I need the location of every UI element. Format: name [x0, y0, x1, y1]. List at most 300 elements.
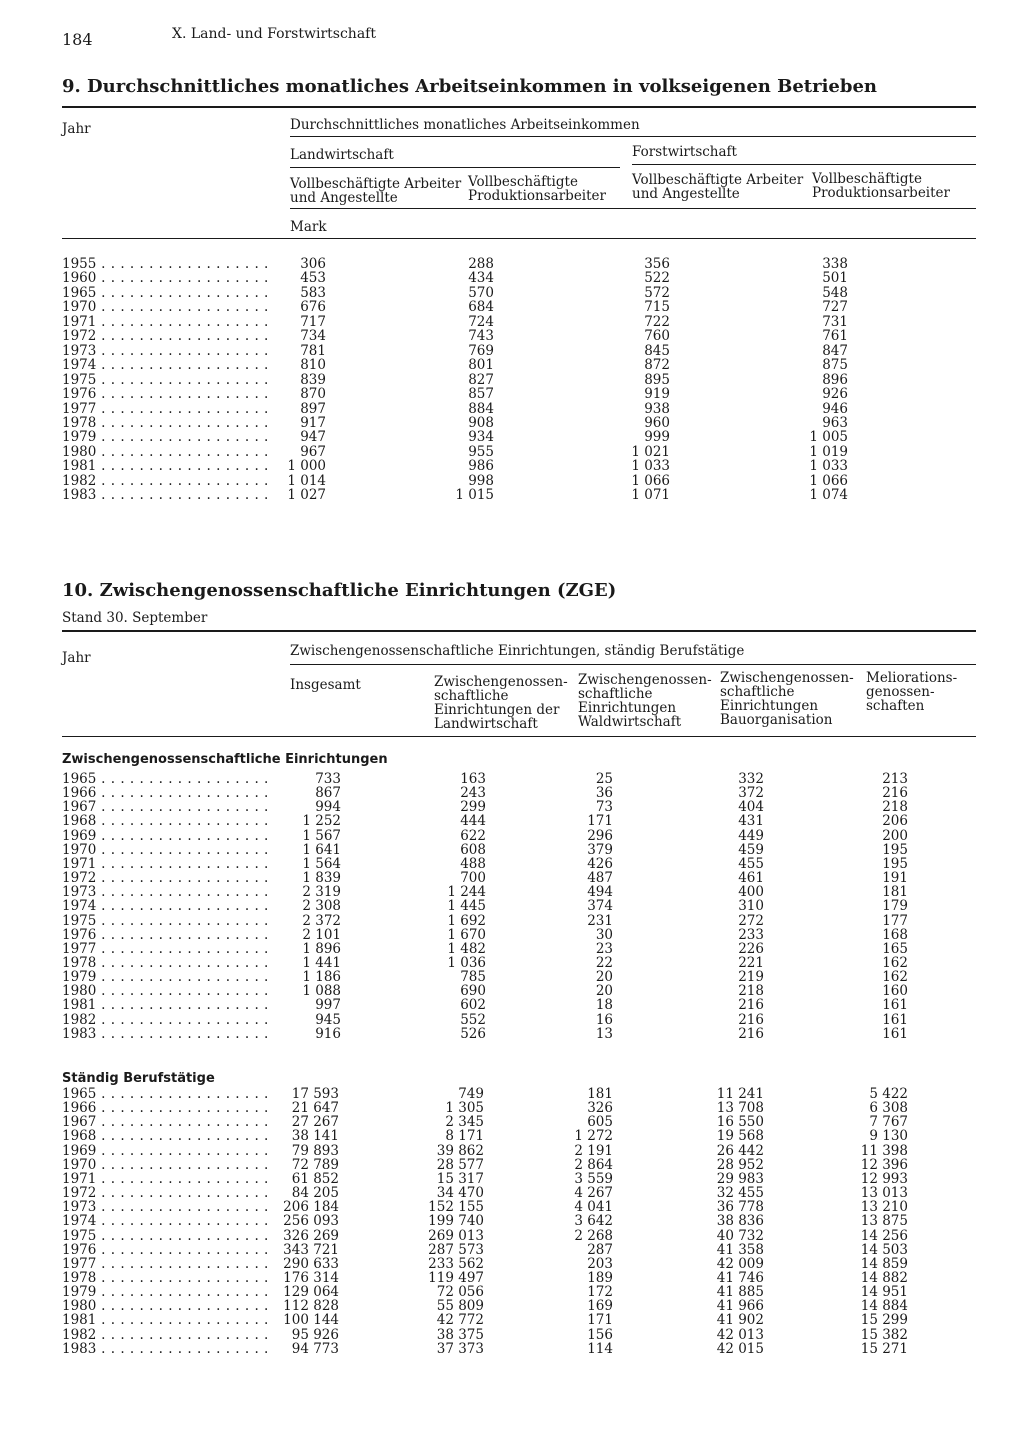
table10-g2-year: 1983 . . . — [62, 1342, 272, 1356]
table9-value-col4: 896 — [822, 371, 848, 388]
table10-g1-row — [0, 942, 1024, 956]
table10-g1-year: 1976 . . . — [62, 928, 272, 942]
table10-g2-value-col4: 41 358 — [716, 1241, 764, 1258]
table10-g1-value-col2: 1 670 — [447, 926, 486, 943]
table10-g1-value-col5: 218 — [882, 799, 908, 816]
table10-g2-year: 1974 . . . — [62, 1214, 272, 1228]
table10-g2-value-col2: 38 375 — [436, 1326, 484, 1343]
table9-row — [0, 488, 1024, 502]
table10-g2-row — [0, 1158, 1024, 1172]
table9-value-col3: 356 — [644, 256, 670, 272]
table10-g1-value-col2: 1 036 — [447, 954, 486, 971]
table9-value-col2: 827 — [468, 371, 494, 388]
table9-value-col3: 572 — [644, 284, 670, 301]
table9-year: 1978 . . . — [62, 416, 272, 430]
table10-h2-line2: schaftliche — [434, 688, 509, 704]
table10-g1-year: 1966 . . . — [62, 786, 272, 800]
table10-g1-year: 1977 . . . — [62, 942, 272, 956]
table10-g1-value-col5: 165 — [882, 940, 908, 957]
table10-g2-value-col1: 17 593 — [291, 1086, 339, 1102]
table10-g2-value-col1: 27 267 — [291, 1114, 339, 1131]
table10-g1-value-col5: 161 — [882, 997, 908, 1014]
table10-g1-row — [0, 885, 1024, 899]
table10-g2-year: 1973 . . . — [62, 1200, 272, 1214]
table9-row — [0, 387, 1024, 401]
table10-h4-line1: Zwischengenossen- — [720, 670, 854, 686]
table10-g1-value-col5: 200 — [882, 827, 908, 844]
table9-value-col3: 715 — [644, 299, 670, 316]
table10-h-landwirtschaft — [434, 675, 568, 731]
table10-g1-row — [0, 928, 1024, 942]
table10-g1-value-col5: 162 — [882, 954, 908, 971]
table10-g2-year: 1968 . . . — [62, 1129, 272, 1143]
table9-year: 1971 . . . — [62, 315, 272, 329]
table10-g1-row — [0, 829, 1024, 843]
table10-g2-year: 1981 . . . — [62, 1313, 272, 1327]
table9-value-col3: 895 — [644, 371, 670, 388]
table10-g2-value-col4: 32 455 — [716, 1185, 764, 1202]
table10-g1-value-col2: 700 — [460, 870, 486, 887]
table9-sub1-line2: und Angestellte — [290, 190, 398, 206]
table10-g1-value-col5: 161 — [882, 1025, 908, 1042]
table10-g1-value-col1: 2 319 — [302, 884, 341, 901]
table10-g2-value-col1: 256 093 — [283, 1213, 339, 1230]
table10-g1-year: 1980 . . . — [62, 984, 272, 998]
page-number: 184 — [62, 30, 93, 49]
table9-row — [0, 474, 1024, 488]
table10-g1-value-col3: 18 — [595, 997, 613, 1014]
table9-value-col3: 522 — [644, 270, 670, 287]
table10-g1-year: 1978 . . . — [62, 956, 272, 970]
table10-h4-line4: Bauorganisation — [720, 712, 833, 728]
table10-g2-value-col5: 11 398 — [860, 1142, 908, 1159]
table10-h3-line3: Einrichtungen — [578, 700, 677, 716]
table10-g2-value-col2: 233 562 — [428, 1255, 484, 1272]
table10-g1-value-col2: 163 — [460, 771, 486, 787]
table10-g2-year: 1967 . . . — [62, 1115, 272, 1129]
table10-g1-value-col1: 997 — [315, 997, 341, 1014]
table10-g1-value-col4: 431 — [738, 813, 764, 830]
table10-g2-value-col3: 114 — [587, 1340, 613, 1357]
table10-top-rule — [62, 630, 976, 632]
table9-value-col4: 875 — [822, 357, 848, 374]
table10-g2-value-col4: 42 009 — [716, 1255, 764, 1272]
table10-g1-value-col5: 206 — [882, 813, 908, 830]
table9-value-col1: 1 000 — [287, 458, 326, 475]
table10-g2-value-col2: 8 171 — [445, 1128, 484, 1145]
table10-g2-value-col2: 152 155 — [428, 1199, 484, 1216]
table10-g1-value-col2: 1 445 — [447, 898, 486, 915]
table9-row — [0, 329, 1024, 343]
table10-g2-value-col5: 12 396 — [860, 1156, 908, 1173]
table9-sub3-line1: Vollbeschäftigte Arbeiter — [632, 172, 804, 188]
table10-rule-main — [290, 664, 976, 665]
table10-g2-value-col4: 41 746 — [716, 1269, 764, 1286]
table10-g2-row — [0, 1144, 1024, 1158]
table10-g2-value-col3: 181 — [587, 1086, 613, 1102]
table10-g2-value-col2: 269 013 — [428, 1227, 484, 1244]
table10-g2-value-col1: 38 141 — [291, 1128, 339, 1145]
table9-value-col4: 1 074 — [809, 487, 848, 504]
table10-g2-value-col1: 95 926 — [291, 1326, 339, 1343]
table10-g2-value-col5: 6 308 — [869, 1100, 908, 1117]
table10-g1-value-col1: 867 — [315, 785, 341, 802]
table10-g1-value-col2: 552 — [460, 1011, 486, 1028]
table10-g1-value-col5: 181 — [882, 884, 908, 901]
table10-col-main: Zwischengenossenschaftliche Einrichtungen, ständig Berufstätige — [290, 643, 745, 659]
table10-g2-value-col5: 15 299 — [860, 1312, 908, 1329]
table10-g2-year: 1979 . . . — [62, 1285, 272, 1299]
table10-g1-row — [0, 1013, 1024, 1027]
table10-g1-value-col1: 2 372 — [302, 912, 341, 929]
table10-g2-value-col1: 343 721 — [283, 1241, 339, 1258]
table10-g1-value-col1: 1 186 — [302, 969, 341, 986]
table10-g1-value-col2: 785 — [460, 969, 486, 986]
table9-year: 1960 . . . — [62, 271, 272, 285]
table10-g2-value-col1: 61 852 — [291, 1170, 339, 1187]
table9-sub2 — [468, 175, 606, 203]
table10-g1-row — [0, 857, 1024, 871]
table10-g1-value-col5: 177 — [882, 912, 908, 929]
table10-g2-value-col1: 72 789 — [291, 1156, 339, 1173]
table9-value-col2: 934 — [468, 429, 494, 446]
table10-g2-value-col2: 72 056 — [436, 1284, 484, 1301]
table9-year: 1965 . . . — [62, 286, 272, 300]
table10-rule-head — [62, 736, 976, 737]
table10-g2-value-col2: 119 497 — [428, 1269, 484, 1286]
table10-g1-value-col2: 1 244 — [447, 884, 486, 901]
table9-value-col2: 743 — [468, 328, 494, 345]
table10-g1-value-col2: 602 — [460, 997, 486, 1014]
table10-g1-value-col4: 216 — [738, 1025, 764, 1042]
table10-g1-year: 1971 . . . — [62, 857, 272, 871]
table10-g1-value-col4: 216 — [738, 997, 764, 1014]
table9-value-col1: 676 — [300, 299, 326, 316]
table10-g2-value-col4: 26 442 — [716, 1142, 764, 1159]
table10-g2-value-col3: 326 — [587, 1100, 613, 1117]
table10-g1-row — [0, 871, 1024, 885]
table10-group2-label: Ständig Berufstätige — [62, 1071, 215, 1086]
table10-g2-row — [0, 1129, 1024, 1143]
table10-g2-value-col5: 14 884 — [860, 1298, 908, 1315]
table9-row — [0, 300, 1024, 314]
table10-h4-line2: schaftliche — [720, 684, 795, 700]
table10-g1-value-col3: 25 — [595, 771, 613, 787]
table10-g2-value-col5: 9 130 — [869, 1128, 908, 1145]
table9-value-col4: 847 — [822, 342, 848, 359]
table9-year: 1981 . . . — [62, 459, 272, 473]
table9-value-col4: 1 033 — [809, 458, 848, 475]
table9-sub4-line1: Vollbeschäftigte — [812, 171, 922, 187]
table10-g2-year: 1969 . . . — [62, 1144, 272, 1158]
table10-g2-value-col3: 4 267 — [574, 1185, 613, 1202]
table10-g2-value-col2: 2 345 — [445, 1114, 484, 1131]
table10-g2-year: 1975 . . . — [62, 1229, 272, 1243]
table10-g2-value-col4: 16 550 — [716, 1114, 764, 1131]
table10-g2-value-col3: 156 — [587, 1326, 613, 1343]
table10-g1-value-col1: 2 101 — [302, 926, 341, 943]
table10-g2-value-col5: 15 271 — [860, 1340, 908, 1357]
table10-g1-value-col5: 191 — [882, 870, 908, 887]
table10-g1-year: 1967 . . . — [62, 800, 272, 814]
table9-title: 9. Durchschnittliches monatliches Arbeitseinkommen in volkseigenen Betrieben — [62, 76, 878, 97]
table10-g1-row — [0, 899, 1024, 913]
table9-year: 1980 . . . — [62, 445, 272, 459]
table10-g2-value-col1: 176 314 — [283, 1269, 339, 1286]
table10-g2-value-col3: 3 642 — [574, 1213, 613, 1230]
table9-value-col1: 967 — [300, 443, 326, 460]
table9-row — [0, 286, 1024, 300]
table10-h-bauorganisation — [720, 671, 854, 727]
table10-g1-value-col1: 1 839 — [302, 870, 341, 887]
table10-g1-row — [0, 1027, 1024, 1041]
table10-g2-value-col2: 15 317 — [436, 1170, 484, 1187]
table10-g2-value-col3: 605 — [587, 1114, 613, 1131]
table10-g1-value-col1: 1 567 — [302, 827, 341, 844]
table9-year: 1970 . . . — [62, 300, 272, 314]
table10-g1-value-col1: 1 564 — [302, 855, 341, 872]
table10-g2-year: 1978 . . . — [62, 1271, 272, 1285]
table9-value-col2: 684 — [468, 299, 494, 316]
table10-g2-value-col2: 34 470 — [436, 1185, 484, 1202]
table9-sub3 — [632, 173, 803, 201]
table10-h-insgesamt: Insgesamt — [290, 677, 361, 693]
table10-g2-value-col1: 326 269 — [283, 1227, 339, 1244]
table10-g1-value-col3: 16 — [595, 1011, 613, 1028]
table9-value-col3: 722 — [644, 313, 670, 330]
table10-g1-value-col1: 1 441 — [302, 954, 341, 971]
table10-g2-value-col3: 2 864 — [574, 1156, 613, 1173]
table10-g1-value-col4: 233 — [738, 926, 764, 943]
table10-g1-value-col5: 195 — [882, 855, 908, 872]
table10-g2-row — [0, 1229, 1024, 1243]
table9-sub2-line1: Vollbeschäftigte — [468, 174, 578, 190]
table10-g2-value-col2: 55 809 — [436, 1298, 484, 1315]
table9-rule-main — [290, 136, 976, 137]
table10-h2-line3: Einrichtungen der — [434, 702, 560, 718]
table10-g2-value-col4: 36 778 — [716, 1199, 764, 1216]
table10-g2-value-col4: 38 836 — [716, 1213, 764, 1230]
table10-g1-value-col4: 461 — [738, 870, 764, 887]
table10-g1-value-col4: 216 — [738, 1011, 764, 1028]
table9-year: 1983 . . . — [62, 488, 272, 502]
table10-g1-value-col1: 1 641 — [302, 841, 341, 858]
table9-value-col1: 810 — [300, 357, 326, 374]
table9-value-col3: 845 — [644, 342, 670, 359]
table9-value-col4: 1 005 — [809, 429, 848, 446]
table9-value-col1: 453 — [300, 270, 326, 287]
table9-value-col2: 570 — [468, 284, 494, 301]
table9-unit: Mark — [290, 219, 327, 235]
table10-g2-value-col5: 13 875 — [860, 1213, 908, 1230]
table10-g1-value-col4: 310 — [738, 898, 764, 915]
table10-g1-value-col4: 449 — [738, 827, 764, 844]
table10-g1-value-col4: 404 — [738, 799, 764, 816]
table9-value-col4: 338 — [822, 256, 848, 272]
table10-g1-value-col1: 994 — [315, 799, 341, 816]
table9-sub3-line2: und Angestellte — [632, 186, 740, 202]
table10-g2-value-col1: 21 647 — [291, 1100, 339, 1117]
table10-g1-value-col2: 526 — [460, 1025, 486, 1042]
table9-value-col2: 986 — [468, 458, 494, 475]
table10-g1-value-col1: 733 — [315, 771, 341, 787]
table10-g1-value-col3: 30 — [595, 926, 613, 943]
table10-g2-row — [0, 1313, 1024, 1327]
table10-g2-value-col4: 29 983 — [716, 1170, 764, 1187]
table10-g2-year: 1982 . . . — [62, 1328, 272, 1342]
table10-g2-value-col4: 28 952 — [716, 1156, 764, 1173]
table10-g2-value-col1: 112 828 — [283, 1298, 339, 1315]
table10-g1-value-col5: 162 — [882, 969, 908, 986]
table9-value-col2: 908 — [468, 414, 494, 431]
table9-value-col1: 1 027 — [287, 487, 326, 504]
table10-g1-value-col3: 231 — [587, 912, 613, 929]
table10-g1-year: 1982 . . . — [62, 1013, 272, 1027]
table9-value-col2: 857 — [468, 386, 494, 403]
table10-g2-row — [0, 1328, 1024, 1342]
table9-sub4 — [812, 172, 950, 200]
table10-g2-value-col3: 189 — [587, 1269, 613, 1286]
table10-g2-value-col5: 14 859 — [860, 1255, 908, 1272]
table9-value-col1: 897 — [300, 400, 326, 417]
table9-value-col1: 1 014 — [287, 472, 326, 489]
table9-row — [0, 445, 1024, 459]
table10-g1-value-col2: 488 — [460, 855, 486, 872]
table9-year: 1973 . . . — [62, 344, 272, 358]
table10-g1-value-col4: 400 — [738, 884, 764, 901]
table10-g2-value-col5: 13 013 — [860, 1185, 908, 1202]
table10-g2-value-col4: 13 708 — [716, 1100, 764, 1117]
table9-value-col4: 727 — [822, 299, 848, 316]
table10-g1-value-col1: 916 — [315, 1025, 341, 1042]
table10-g1-row — [0, 956, 1024, 970]
table9-year: 1972 . . . — [62, 329, 272, 343]
table10-g1-year: 1965 . . . — [62, 772, 272, 786]
table10-g2-value-col2: 749 — [458, 1086, 484, 1102]
table9-value-col2: 801 — [468, 357, 494, 374]
table10-g1-year: 1981 . . . — [62, 998, 272, 1012]
table10-g1-row — [0, 914, 1024, 928]
table9-sub4-line2: Produktionsarbeiter — [812, 185, 950, 201]
table10-g1-value-col5: 213 — [882, 771, 908, 787]
table9-row — [0, 344, 1024, 358]
table10-g1-value-col4: 455 — [738, 855, 764, 872]
table10-g1-row — [0, 800, 1024, 814]
table10-g1-value-col2: 622 — [460, 827, 486, 844]
table10-g1-row — [0, 998, 1024, 1012]
table10-g2-value-col1: 129 064 — [283, 1284, 339, 1301]
table10-h-meliorationsgenossenschaften — [866, 671, 957, 713]
table10-subtitle: Stand 30. September — [62, 610, 208, 626]
table9-rule-sub — [290, 208, 976, 209]
table10-g1-value-col2: 444 — [460, 813, 486, 830]
table10-g2-value-col1: 290 633 — [283, 1255, 339, 1272]
table9-year: 1982 . . . — [62, 474, 272, 488]
table10-g2-value-col1: 79 893 — [291, 1142, 339, 1159]
table10-g2-value-col3: 1 272 — [574, 1128, 613, 1145]
table10-g1-year: 1983 . . . — [62, 1027, 272, 1041]
table9-group-landwirtschaft: Landwirtschaft — [290, 147, 394, 163]
table10-g2-value-col3: 287 — [587, 1241, 613, 1258]
table9-row — [0, 459, 1024, 473]
table10-g1-value-col3: 20 — [595, 969, 613, 986]
table10-g2-value-col5: 14 503 — [860, 1241, 908, 1258]
table10-g1-value-col4: 218 — [738, 983, 764, 1000]
table10-g2-year: 1970 . . . — [62, 1158, 272, 1172]
table10-g1-value-col4: 219 — [738, 969, 764, 986]
table10-g1-value-col5: 216 — [882, 785, 908, 802]
table10-g2-value-col4: 41 885 — [716, 1284, 764, 1301]
table9-value-col2: 434 — [468, 270, 494, 287]
table9-year: 1977 . . . — [62, 402, 272, 416]
table10-g1-value-col2: 608 — [460, 841, 486, 858]
table10-g1-value-col3: 379 — [587, 841, 613, 858]
table9-value-col3: 960 — [644, 414, 670, 431]
table10-g2-year: 1971 . . . — [62, 1172, 272, 1186]
table10-g2-value-col5: 12 993 — [860, 1170, 908, 1187]
table10-g1-row — [0, 970, 1024, 984]
table10-g1-year: 1968 . . . — [62, 814, 272, 828]
table9-value-col3: 938 — [644, 400, 670, 417]
table10-g2-value-col3: 2 191 — [574, 1142, 613, 1159]
table10-g2-value-col4: 41 966 — [716, 1298, 764, 1315]
table9-value-col3: 872 — [644, 357, 670, 374]
table10-title: 10. Zwischengenossenschaftliche Einrichtungen (ZGE) — [62, 580, 617, 601]
table9-year: 1979 . . . — [62, 430, 272, 444]
table10-g1-value-col3: 36 — [595, 785, 613, 802]
table9-row — [0, 271, 1024, 285]
table10-g2-value-col4: 42 013 — [716, 1326, 764, 1343]
table10-g2-value-col2: 37 373 — [436, 1340, 484, 1357]
table10-g1-value-col2: 299 — [460, 799, 486, 816]
table10-g1-value-col5: 168 — [882, 926, 908, 943]
table10-g2-value-col3: 3 559 — [574, 1170, 613, 1187]
table10-g1-value-col3: 296 — [587, 827, 613, 844]
table10-g1-value-col2: 1 692 — [447, 912, 486, 929]
table10-g2-year: 1965 . . . — [62, 1087, 272, 1101]
table10-g1-value-col2: 690 — [460, 983, 486, 1000]
table9-value-col3: 999 — [644, 429, 670, 446]
table9-value-col1: 917 — [300, 414, 326, 431]
table9-value-col3: 1 021 — [631, 443, 670, 460]
table10-g2-value-col3: 169 — [587, 1298, 613, 1315]
table10-g1-value-col5: 195 — [882, 841, 908, 858]
table10-g1-value-col3: 171 — [587, 813, 613, 830]
table10-g1-value-col2: 243 — [460, 785, 486, 802]
table10-g1-value-col1: 1 896 — [302, 940, 341, 957]
chapter-heading: X. Land- und Forstwirtschaft — [172, 26, 376, 42]
table10-g1-value-col3: 374 — [587, 898, 613, 915]
table10-g1-value-col4: 372 — [738, 785, 764, 802]
table10-h5-line1: Meliorations- — [866, 670, 958, 686]
table9-sub1-line1: Vollbeschäftigte Arbeiter — [290, 176, 462, 192]
table9-value-col1: 306 — [300, 256, 326, 272]
table10-g2-value-col5: 15 382 — [860, 1326, 908, 1343]
table9-value-col1: 947 — [300, 429, 326, 446]
table10-h2-line1: Zwischengenossen- — [434, 674, 568, 690]
table10-g1-value-col3: 23 — [595, 940, 613, 957]
table10-g1-year: 1973 . . . — [62, 885, 272, 899]
table9-value-col2: 884 — [468, 400, 494, 417]
table9-value-col4: 731 — [822, 313, 848, 330]
table10-g2-value-col3: 2 268 — [574, 1227, 613, 1244]
table10-g2-value-col2: 28 577 — [436, 1156, 484, 1173]
table9-row — [0, 416, 1024, 430]
table9-value-col1: 781 — [300, 342, 326, 359]
table10-g2-value-col4: 42 015 — [716, 1340, 764, 1357]
table10-col-year: Jahr — [62, 650, 91, 666]
table9-value-col4: 946 — [822, 400, 848, 417]
